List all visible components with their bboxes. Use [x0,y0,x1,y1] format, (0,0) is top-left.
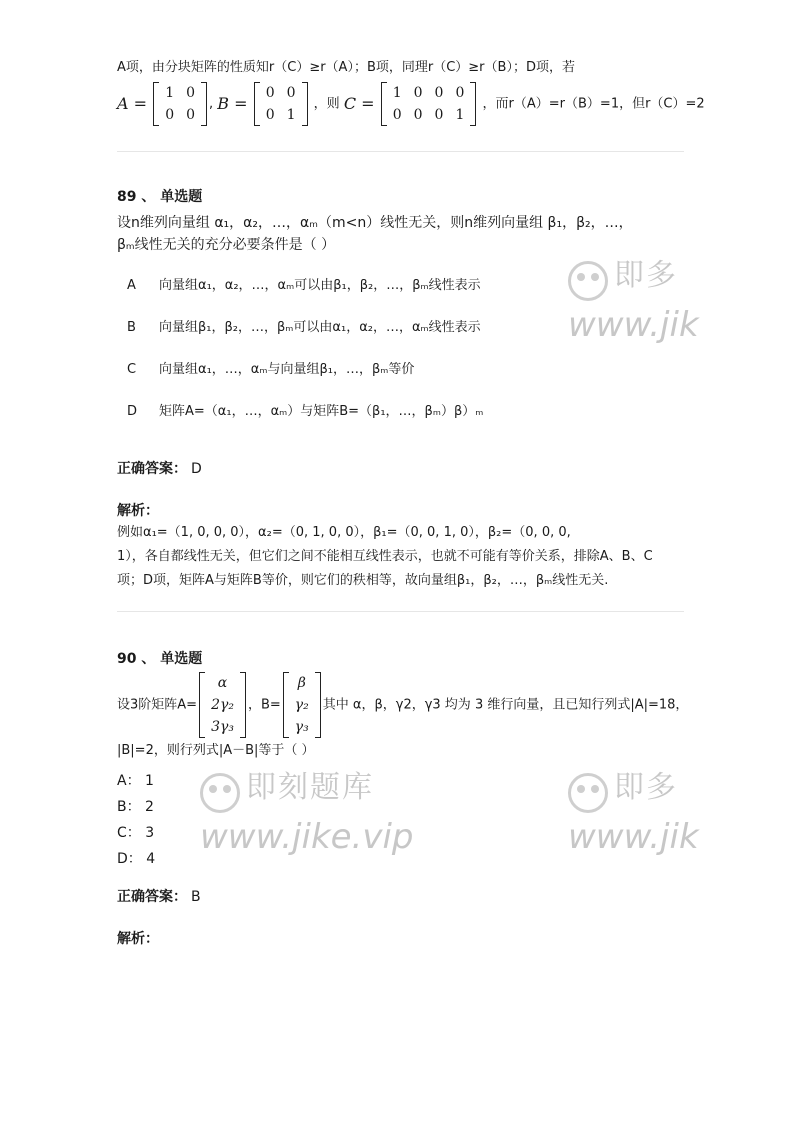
watermark-cn: 即多 [614,770,678,805]
answer-label: 正确答案： [117,461,187,477]
stem-pre: 设3阶矩阵A= [117,697,198,713]
q89-option-c[interactable] [127,358,414,377]
watermark-cn: 即多 [614,258,678,293]
analysis-line: 项；D项，矩阵A与矩阵B等价，则它们的秩相等，故向量组β₁，β₂，…，βₘ线性无关. [117,573,609,588]
q89-heading: 89 、 单选题 [117,189,203,205]
analysis-line: 1），各自都线性无关，但它们之间不能相互线性表示，也就不可能有等价关系，排除A、B、C [117,549,653,564]
q90-option-c[interactable]: C： 3 [117,825,155,841]
q89-analysis [117,521,692,593]
watermark-cn: 即刻题库 [246,770,374,805]
option-letter: C [127,362,137,377]
option-text: 矩阵A=（α₁，…，αₘ）与矩阵B=（β₁，…，βₘ）β）ₘ [159,404,484,419]
then-text: ，则 [313,96,340,112]
q90-stem [117,672,687,762]
matrix-b-name: B = [217,94,248,113]
answer-label: 正确答案： [117,889,187,905]
divider [117,611,684,612]
q90-option-b[interactable]: B： 2 [117,799,154,815]
matrix-c-name: C = [343,94,375,113]
q89-analysis-label: 解析： [117,503,159,519]
q90-analysis-label: 解析： [117,931,159,947]
panda-logo-icon [200,773,240,813]
stem-mid: ，B= [247,697,281,713]
q90-option-a[interactable]: A： 1 [117,773,154,789]
panda-logo-icon [568,773,608,813]
matrix-c: 1 0 0 0 0 0 0 1 [381,82,477,126]
option-text: 向量组α₁，α₂，…，αₘ可以由β₁，β₂，…，βₘ线性表示 [159,278,481,293]
q90-stem-line2: |B|=2，则行列式|A－B|等于（ ） [117,743,315,758]
q88-matrix-line: A = 1 0 0 0 , B = 0 0 0 1 ，则 C = 1 0 0 0 0 0 0 1 ，而r（A）=r（B）=1，但r（C）=2 [117,82,684,126]
watermark-right-bottom [568,762,699,857]
matrix-a-column: α 2γ₂ 3γ₃ [199,672,246,738]
answer-value: B [191,889,201,905]
answer-value: D [191,461,202,477]
panda-logo-icon [568,261,608,301]
matrix-a-name: A = [117,94,148,113]
watermark-url: www.jik [568,304,699,345]
q90-stem-line1 [117,672,687,738]
q90-heading: 90 、 单选题 [117,651,203,667]
divider [117,151,684,152]
option-letter: A [127,278,136,293]
matrix-a: 1 0 0 0 [153,82,207,126]
watermark-url: www.jike.vip [200,816,414,857]
option-letter: D [127,404,138,419]
q89-option-a[interactable] [127,274,481,293]
option-text: 向量组β₁，β₂，…，βₘ可以由α₁，α₂，…，αₘ线性表示 [159,320,481,335]
matrix-b-column: β γ₂ γ₃ [283,672,321,738]
q88-analysis-line1: A项，由分块矩阵的性质知r（C）≥r（A）；B项，同理r（C）≥r（B）；D项，若 [117,60,575,75]
watermark-url: www.jik [568,816,699,857]
q88-tail-text: ，而r（A）=r（B）=1，但r（C）=2 [482,96,705,112]
q89-option-d[interactable] [127,400,483,419]
watermark-center [200,762,414,857]
stem-post: 其中 α，β，γ2，γ3 均为 3 维行向量，且已知行列式|A|=18， [322,697,689,713]
q90-answer [117,886,201,906]
q89-answer [117,458,202,478]
watermark-right-top [568,250,699,345]
analysis-line: 例如α₁=（1, 0, 0, 0），α₂=（0, 1, 0, 0），β₁=（0, 0, 1, 0），β₂=（0, 0, 0, [117,525,571,540]
q88-analysis-continuation [117,58,705,126]
q89-stem-line2: βₘ线性无关的充分必要条件是（ ） [117,237,336,253]
q90-option-d[interactable]: D： 4 [117,851,156,867]
q89-option-b[interactable] [127,316,481,335]
q89-stem-line1: 设n维列向量组 α₁，α₂，…，αₘ（m<n）线性无关，则n维列向量组 β₁，β₂，…， [117,215,633,231]
option-text: 向量组α₁，…，αₘ与向量组β₁，…，βₘ等价 [159,362,415,377]
matrix-b: 0 0 0 1 [254,82,308,126]
option-letter: B [127,320,136,335]
